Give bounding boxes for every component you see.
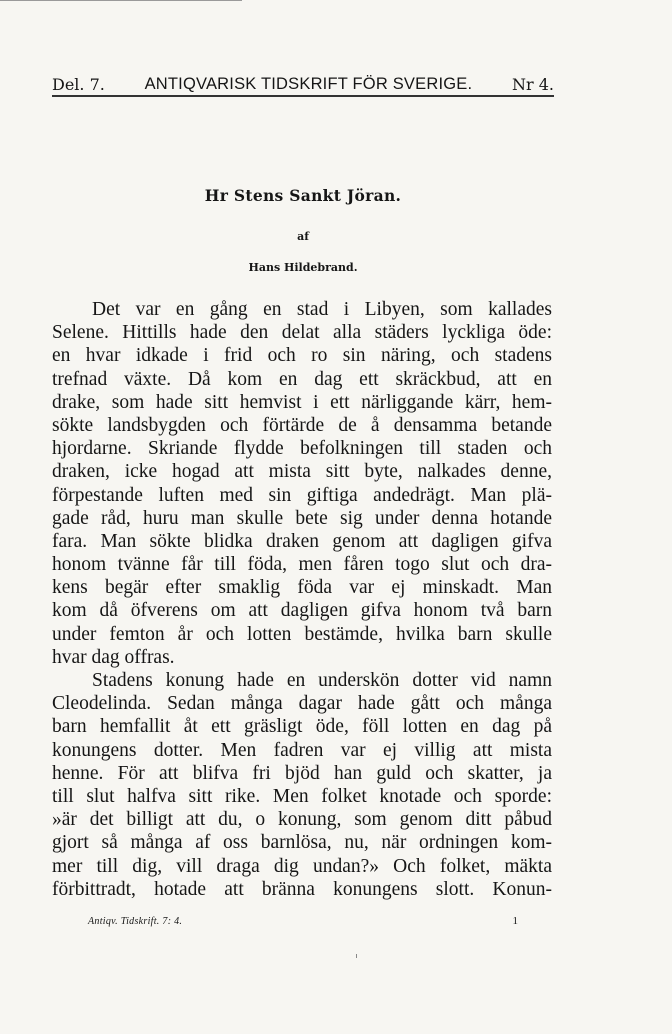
footer-signature: Antiqv. Tidskrift. 7: 4. <box>88 916 183 927</box>
text-line: konungens dotter. Men fadren var ej villig att mista <box>52 739 552 761</box>
header-rule <box>52 95 554 97</box>
volume-label: Del. 7. <box>52 75 105 94</box>
text-line: gade råd, huru man skulle bete sig under denna hotande <box>52 507 552 529</box>
issue-number: Nr 4. <box>512 75 554 94</box>
text-line: Stadens konung hade en underskön dotter vid namn <box>92 670 552 691</box>
text-line: kens begär efter smaklig föda var ej minskadt. Man <box>52 577 552 599</box>
text-line: drake, som hade sitt hemvist i ett närliggande kärr, hem- <box>52 391 552 413</box>
text-line: Cleodelinda. Sedan många dagar hade gått och många <box>52 693 552 715</box>
text-line: barn hemfallit åt ett gräsligt öde, föll lotten en dag på <box>52 716 552 738</box>
text-line: till slut halfva sitt rike. Men folket knotade och sporde: <box>52 785 552 807</box>
text-line: »är det billigt att du, o konung, som genom ditt påbud <box>52 809 552 831</box>
running-header <box>52 60 554 94</box>
text-line: under femton år och lotten bestämde, hvilka barn skulle <box>52 623 552 645</box>
text-line: förbittradt, hotade att bränna konungens slott. Konun- <box>52 878 552 900</box>
text-line: Selene. Hittills hade den delat alla städers lyckliga öde: <box>52 322 552 344</box>
text-line: Det var en gång en stad i Libyen, som kallades <box>92 299 552 320</box>
text-line: sökte landsbygden och förtärde de å densamma betande <box>52 414 552 436</box>
paragraph-1 <box>52 298 552 669</box>
text-line: fara. Man sökte blidka draken genom att dagligen gifva <box>52 530 552 552</box>
top-edge-rule <box>0 0 242 1</box>
text-line: kom då öfverens om att dagligen gifva honom två barn <box>52 600 552 622</box>
page-number: 1 <box>512 915 518 927</box>
text-line: mer till dig, vill draga dig undan?» Och folket, mäkta <box>52 855 552 877</box>
text-line: honom tvänne får till föda, men fåren togo slut och dra- <box>52 554 552 576</box>
text-line: gjort så många af oss barnlösa, nu, när ordningen kom- <box>52 832 552 854</box>
text-line: en hvar idkade i frid och ro sin näring, och stadens <box>52 345 552 367</box>
text-line: hvar dag offras. <box>52 646 175 668</box>
text-line: draken, icke hogad att mista sitt byte, nalkades denne, <box>52 461 552 483</box>
paragraph-2 <box>52 669 552 901</box>
print-speck <box>356 954 357 958</box>
page-footer <box>88 915 518 927</box>
byline-prefix: af <box>297 230 309 243</box>
journal-title: ANTIQVARISK TIDSKRIFT FÖR SVERIGE. <box>144 75 473 93</box>
text-line: förpestande luften med sin giftiga andedrägt. Man plä- <box>52 484 552 506</box>
text-line: hjordarne. Skriande flydde befolkningen till staden och <box>52 438 552 460</box>
article-title: Hr Stens Sankt Jöran. <box>204 186 402 205</box>
text-line: trefnad växte. Då kom en dag ett skräckbud, att en <box>52 368 552 390</box>
text-line: henne. För att blifva fri bjöd han guld och skatter, ja <box>52 762 552 784</box>
article-author: Hans Hildebrand. <box>248 261 358 274</box>
article-body <box>52 298 552 901</box>
